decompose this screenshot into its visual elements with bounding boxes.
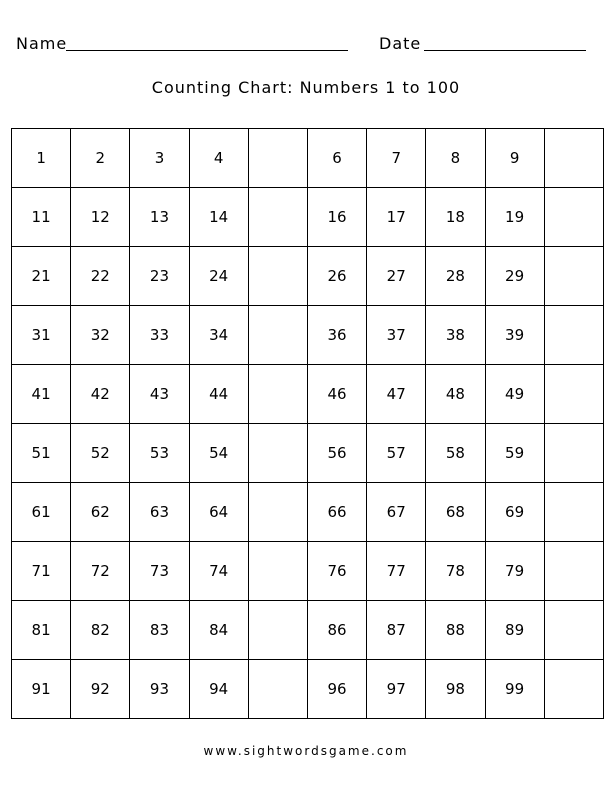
number-cell: 1 [12,129,71,188]
number-cell: 73 [130,542,189,601]
number-cell: 48 [426,365,485,424]
number-cell: 26 [307,247,366,306]
number-cell: 78 [426,542,485,601]
blank-cell [544,247,603,306]
number-cell: 72 [71,542,130,601]
number-cell: 74 [189,542,248,601]
number-cell: 12 [71,188,130,247]
number-cell: 64 [189,483,248,542]
number-cell: 38 [426,306,485,365]
chart-row [12,306,604,365]
blank-cell [544,188,603,247]
number-cell: 9 [485,129,544,188]
number-cell: 79 [485,542,544,601]
number-cell: 93 [130,660,189,719]
number-cell: 97 [367,660,426,719]
number-cell: 92 [71,660,130,719]
chart-row [12,424,604,483]
blank-cell [248,129,307,188]
header [14,30,590,54]
number-cell: 98 [426,660,485,719]
number-cell: 84 [189,601,248,660]
name-line [66,50,348,51]
blank-cell [544,129,603,188]
number-cell: 3 [130,129,189,188]
number-cell: 24 [189,247,248,306]
blank-cell [544,601,603,660]
blank-cell [248,601,307,660]
number-cell: 63 [130,483,189,542]
number-cell: 81 [12,601,71,660]
number-cell: 47 [367,365,426,424]
blank-cell [248,188,307,247]
number-cell: 66 [307,483,366,542]
chart-row [12,188,604,247]
number-cell: 16 [307,188,366,247]
blank-cell [248,365,307,424]
number-cell: 96 [307,660,366,719]
number-cell: 51 [12,424,71,483]
blank-cell [544,660,603,719]
chart-row [12,601,604,660]
date-line [424,50,586,51]
number-cell: 17 [367,188,426,247]
number-cell: 13 [130,188,189,247]
number-cell: 86 [307,601,366,660]
page-title: Counting Chart: Numbers 1 to 100 [151,78,461,97]
number-cell: 23 [130,247,189,306]
number-cell: 99 [485,660,544,719]
number-cell: 28 [426,247,485,306]
number-cell: 71 [12,542,71,601]
number-cell: 18 [426,188,485,247]
number-cell: 53 [130,424,189,483]
number-cell: 83 [130,601,189,660]
footer-url: www.sightwordsgame.com [203,744,409,758]
blank-cell [248,660,307,719]
number-cell: 2 [71,129,130,188]
number-cell: 62 [71,483,130,542]
number-cell: 44 [189,365,248,424]
chart-row [12,365,604,424]
number-cell: 58 [426,424,485,483]
number-cell: 11 [12,188,71,247]
number-cell: 52 [71,424,130,483]
number-cell: 54 [189,424,248,483]
number-cell: 34 [189,306,248,365]
number-cell: 68 [426,483,485,542]
number-cell: 14 [189,188,248,247]
chart-row [12,247,604,306]
number-cell: 29 [485,247,544,306]
number-cell: 57 [367,424,426,483]
number-cell: 49 [485,365,544,424]
number-cell: 46 [307,365,366,424]
number-cell: 42 [71,365,130,424]
number-cell: 94 [189,660,248,719]
number-cell: 77 [367,542,426,601]
blank-cell [248,483,307,542]
chart-row [12,660,604,719]
number-cell: 88 [426,601,485,660]
number-cell: 56 [307,424,366,483]
blank-cell [248,247,307,306]
number-cell: 39 [485,306,544,365]
number-cell: 21 [12,247,71,306]
blank-cell [544,365,603,424]
counting-chart [11,128,604,719]
number-cell: 69 [485,483,544,542]
number-cell: 36 [307,306,366,365]
number-cell: 31 [12,306,71,365]
number-cell: 67 [367,483,426,542]
chart-row [12,483,604,542]
number-cell: 33 [130,306,189,365]
number-cell: 41 [12,365,71,424]
blank-cell [248,424,307,483]
number-cell: 4 [189,129,248,188]
number-cell: 76 [307,542,366,601]
number-cell: 37 [367,306,426,365]
blank-cell [248,542,307,601]
blank-cell [544,542,603,601]
number-cell: 8 [426,129,485,188]
chart-row [12,542,604,601]
number-cell: 32 [71,306,130,365]
number-cell: 22 [71,247,130,306]
number-cell: 19 [485,188,544,247]
number-cell: 59 [485,424,544,483]
chart-row [12,129,604,188]
number-cell: 6 [307,129,366,188]
blank-cell [544,483,603,542]
number-cell: 7 [367,129,426,188]
number-cell: 89 [485,601,544,660]
number-cell: 82 [71,601,130,660]
blank-cell [248,306,307,365]
number-cell: 91 [12,660,71,719]
blank-cell [544,424,603,483]
number-cell: 87 [367,601,426,660]
name-label: Name [16,34,68,53]
number-cell: 43 [130,365,189,424]
blank-cell [544,306,603,365]
number-cell: 27 [367,247,426,306]
number-cell: 61 [12,483,71,542]
date-label: Date [379,34,422,53]
